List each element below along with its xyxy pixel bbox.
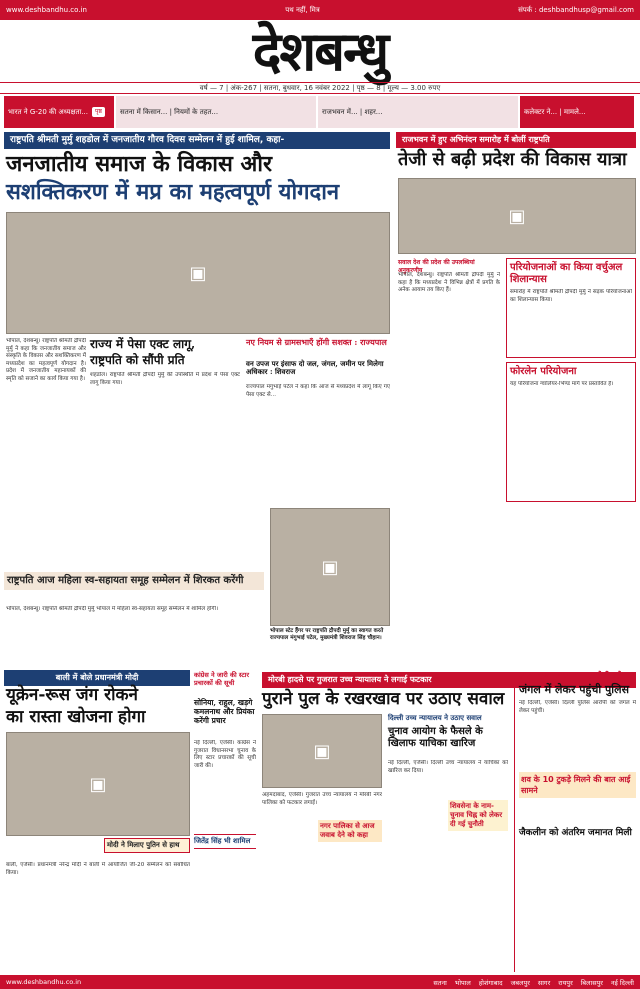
tagline: पथ नहीं, मित्र [285,5,320,14]
bl-body: बाली, एजेंसी। प्रधानमंत्री नरेन्द्र मोदी ने बाली में आयोजित जी-20 सम्मेलन को संबोधित किया। [6,862,190,876]
election-inset: शिवसेना के नाम-चुनाव चिह्न को लेकर दी गई चुनौती [448,800,508,831]
teaser-4[interactable]: कलेक्टर ने... | मामले... [520,96,634,128]
bl-headline-1[interactable]: यूक्रेन-रूस जंग रोकने [6,685,138,705]
lead-headline-1[interactable]: जनजातीय समाज के विकास और [6,151,273,177]
city-item: जबलपुर [510,978,530,987]
city-item: भोपाल [454,978,471,987]
seminar-photo [270,508,390,626]
morbi-inset: नगर पालिका से आज जवाब देने को कहा [318,820,382,842]
image-icon: ▣ [189,262,207,284]
shraddha-headline[interactable]: जंगल में लेकर पहुंची पुलिस [519,682,630,696]
election-body: नई दिल्ली, एजेंसी। दिल्ली उच्च न्यायालय ने याचिका को खारिज कर दिया। [388,760,508,774]
shraddha-kicker: श्रद्धा हत्या मामला : आरोपी को [519,672,623,682]
teaser-1[interactable]: भारत ने G-20 की अध्यक्षता... पृष्ठ [4,96,114,128]
right-headline[interactable]: तेजी से बढ़ी प्रदेश की विकास यात्रा [398,149,627,170]
right-box-1 [506,258,636,358]
seminar-headline[interactable]: राष्ट्रपति आज महिला स्व-सहायता समूह सम्मेलन में शिरकत करेंगी [4,572,264,590]
footer-website[interactable]: www.deshbandhu.co.in [6,978,82,986]
election-headline[interactable]: चुनाव आयोग के फैसले के खिलाफ याचिका खारिज [388,726,483,749]
top-strip [0,0,640,20]
lead-photo [6,212,390,334]
election-kicker: दिल्ली उच्च न्यायालय ने उठाए सवाल [388,714,482,722]
lead-kicker: राष्ट्रपति श्रीमती मुर्मु शहडोल में जनजातीय गौरव दिवस सम्मेलन में हुई शामिल, कहा- [4,132,390,149]
seminar-caption: भोपाल स्टेट हैंगर पर राष्ट्रपति द्रौपदी मुर्मु का स्वागत करते राज्यपाल मंगुभाई पटेल, मुख्यमंत्री शिवराज सिंह चौहान। [270,628,384,642]
bl-headline-2[interactable]: का रास्ता खोजना होगा [6,707,146,727]
congress-inset: जितेंद्र सिंह भी शामिल [194,834,256,849]
right-kicker: राजभवन में हुए अभिनंदन समारोह में बोलीं राष्ट्रपति [396,132,636,148]
right-photo [398,178,636,254]
city-item: बिलासपुर [580,978,603,987]
right-caption: सवाल देश की प्रदेश की उपलब्धियां अनुकरणीय [398,259,475,274]
right-body: भोपाल, देशबन्धु। राष्ट्रपति श्रीमती द्रौपदी मुर्मु ने कहा है कि मध्यप्रदेश ने विभिन्न क्षेत्रों में प्रगति के अनेक आयाम तय किए हैं। [398,272,500,294]
shraddha-column [514,672,636,972]
mid-headline-1[interactable]: राज्य में पेसा एक्ट लागू, [90,337,196,351]
shraddha-sub[interactable]: जैकलीन को अंतरिम जमानत मिली [519,827,632,838]
bl-inset: मोदी ने मिलाए पुतिन से हाथ [104,838,190,853]
right-box-2-body: यह परियोजना ग्वालियर-भिण्ड मार्ग पर प्रस्तावित है। [510,381,614,387]
newspaper-logo: देशबन्धु [252,19,388,83]
city-item: होशंगाबाद [478,978,503,987]
image-icon: ▣ [89,773,107,795]
seminar-body: भोपाल, देशबन्धु। राष्ट्रपति श्रीमती द्रौपदी मुर्मु भोपाल में महिला स्व-सहायता समूह सम्मेलन में शामिल होंगी। [6,606,219,612]
image-icon: ▣ [508,205,526,227]
image-icon: ▣ [321,556,339,578]
mid-body: शहडोल। राष्ट्रपति श्रीमती द्रौपदी मुर्मु की उपस्थिति में प्रदेश में पेसा एक्ट लागू किया गया। [90,372,240,386]
morbi-photo [262,714,382,788]
morbi-headline[interactable]: पुराने पुल के रखरखाव पर उठाए सवाल [262,689,505,709]
image-icon: ▣ [313,740,331,762]
footer-bar [0,975,640,989]
footer-cities [433,978,634,987]
lead-body: भोपाल, देशबन्धु। राष्ट्रपति श्रीमती द्रौपदी मुर्मु ने कहा कि जनजातीय समाज और संस्कृति के विकास और सशक्तिकरण में मध्यप्रदेश का महत्वपूर्ण योगदान है। प्रदेश में जनजातीय महानायकों की स्मृति को सजाने का कार्य किया गया है। [6,338,86,382]
right-box-1-body: समारोह में राष्ट्रपति श्रीमती द्रौपदी मुर्मु ने सड़क परियोजनाओं का शिलान्यास किया। [510,289,632,303]
side-subhead: वन उपज पर इंसाफ दो जल, जंगल, जमीन पर मिलेगा अधिकार : शिवराज [246,359,384,377]
bl-photo [6,732,190,836]
congress-headline[interactable]: सोनिया, राहुल, खड़गे कमलनाथ और प्रियंका करेंगी प्रचार [194,698,255,725]
side-headline[interactable]: नए नियम से ग्रामसभाएँ होंगी सशक्त : राज्यपाल [246,337,387,347]
right-box-1-headline[interactable]: परियोजनाओं का किया वर्चुअल शिलान्यास [510,262,623,285]
teaser-2[interactable]: सतना में किसान... | नियमों के तहत... [116,96,316,128]
morbi-kicker: मोरबी हादसे पर गुजरात उच्च न्यायालय ने लगाई फटकार [262,672,636,688]
congress-body: नई दिल्ली, एजेंसी। कांग्रेस ने गुजरात विधानसभा चुनाव के लिए स्टार प्रचारकों की सूची जारी की। [194,740,256,769]
shraddha-inset: शव के 10 टुकड़े मिलने की बात आई सामने [519,772,636,798]
dateline [0,82,640,94]
right-box-2-headline[interactable]: फोरलेन परियोजना [510,366,577,377]
morbi-body: अहमदाबाद, एजेंसी। गुजरात उच्च न्यायालय ने मोरबी नगर पालिका को फटकार लगाई। [262,792,382,806]
lead-headline-2[interactable]: सशक्तिकरण में मप्र का महत्वपूर्ण योगदान [6,179,340,205]
website-link[interactable]: www.deshbandhu.co.in [6,6,87,14]
city-item: सागर [537,978,551,987]
teaser-3[interactable]: राजभवन में... | शहर... [318,96,518,128]
contact-email[interactable]: संपर्क : deshbandhusp@gmail.com [518,5,634,14]
congress-kicker: कांग्रेस ने जारी की स्टार प्रचारकों की सूची [194,671,250,687]
mid-headline-2[interactable]: राष्ट्रपति को सौंपी प्रति [90,353,185,367]
masthead [0,20,640,82]
bl-kicker: बाली में बोले प्रधानमंत्री मोदी [4,670,190,686]
city-item: सतना [433,978,447,987]
city-item: नई दिल्ली [610,978,634,987]
city-item: रायपुर [558,978,573,987]
edition-info: वर्ष — 7 | अंक-267 | सतना, बुधवार, 16 नवंबर 2022 | पृष्ठ — 8 | मूल्य — 3.00 रुपए [199,83,441,92]
right-box-2 [506,362,636,502]
shraddha-body: नई दिल्ली, एजेंसी। दिल्ली पुलिस आरोपी को जंगल में लेकर पहुंची। [519,699,636,714]
teaser-bar [0,96,640,128]
side-body: राज्यपाल मंगुभाई पटेल ने कहा कि आज से मध्यप्रदेश में लागू किए गए पेसा एक्ट से... [246,384,390,398]
